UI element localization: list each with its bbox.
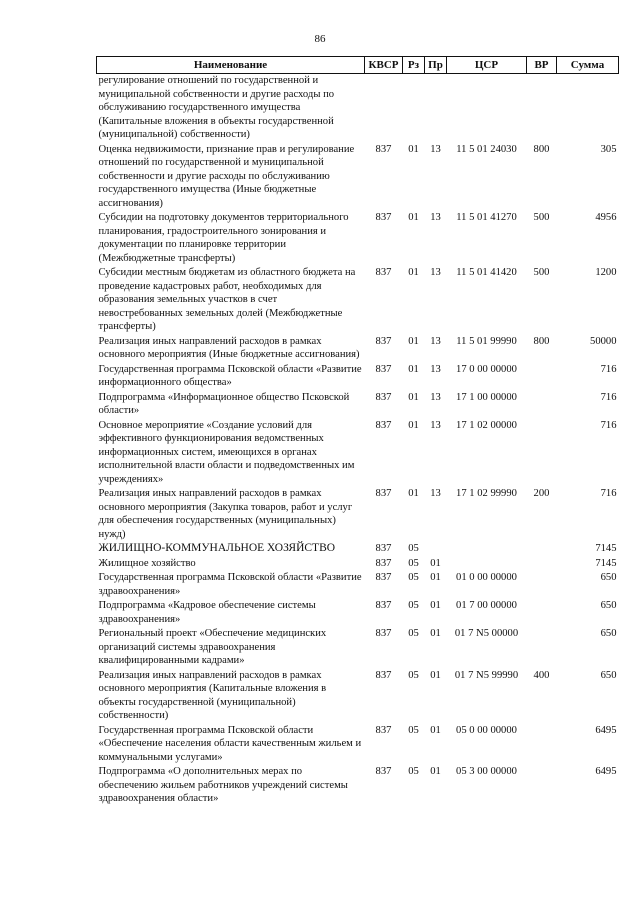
- cell-kvsr: 837: [375, 628, 392, 639]
- cell-name: Подпрограмма «Кадровое обеспечение системы здравоохранения»: [98, 600, 316, 625]
- table-header: [97, 57, 619, 74]
- cell-pr: 01: [430, 600, 441, 611]
- cell-csr: 01 7 00 00000: [456, 600, 517, 611]
- cell-csr: [447, 557, 527, 572]
- table-body: [97, 74, 619, 807]
- cell-rz: 01: [408, 488, 419, 499]
- cell-kvsr: 837: [375, 212, 392, 223]
- cell-pr: 13: [430, 267, 441, 278]
- cell-kvsr: 837: [375, 572, 392, 583]
- cell-rz: 05: [408, 628, 419, 639]
- table-row: [97, 487, 619, 542]
- cell-pr: 13: [430, 335, 441, 347]
- cell-csr: 05 3 00 00000: [456, 766, 517, 777]
- cell-vr: 800: [533, 335, 550, 347]
- table-row: [97, 211, 619, 266]
- cell-csr: 17 1 02 99990: [456, 488, 517, 499]
- table-row: [97, 765, 619, 807]
- cell-pr: 13: [430, 212, 441, 223]
- cell-sum: 305: [600, 143, 617, 155]
- cell-pr: 13: [430, 363, 441, 375]
- cell-rz: 01: [408, 363, 419, 375]
- cell-name: Подпрограмма «Информационное общество Псковской области»: [98, 391, 350, 416]
- header-rz: Рз: [403, 57, 425, 74]
- cell-rz: 01: [408, 267, 419, 278]
- table-row: [97, 391, 619, 419]
- cell-kvsr: 837: [375, 724, 392, 736]
- table-row: [97, 143, 619, 212]
- cell-name: Региональный проект «Обеспечение медицинских организаций системы здравоохранения квалифицированными кадрами»: [98, 628, 327, 666]
- cell-vr: [527, 391, 557, 419]
- cell-sum: 650: [600, 572, 617, 583]
- cell-sum: [557, 74, 619, 143]
- cell-name: Оценка недвижимости, признание прав и регулирование отношений по государственной и муниципальной собственности и другие расходы по обслуживанию государственного имущества (Иные бюджетные ассигнования): [98, 143, 355, 209]
- header-csr: ЦСР: [447, 57, 527, 74]
- cell-sum: 6495: [595, 724, 617, 736]
- cell-pr: 13: [430, 419, 441, 431]
- cell-csr: 11 5 01 24030: [456, 143, 517, 155]
- cell-kvsr: [365, 74, 403, 143]
- cell-pr: 01: [430, 669, 441, 681]
- cell-name: Государственная программа Псковской области «Развитие здравоохранения»: [98, 572, 362, 597]
- budget-table: [96, 56, 619, 807]
- cell-csr: 17 1 02 00000: [456, 419, 517, 431]
- table-row: [97, 599, 619, 627]
- cell-rz: 01: [408, 212, 419, 223]
- cell-vr: [527, 571, 557, 599]
- cell-sum: 6495: [595, 766, 617, 777]
- cell-kvsr: 837: [375, 557, 392, 569]
- table-row: [97, 363, 619, 391]
- cell-csr: 05 0 00 00000: [456, 724, 517, 736]
- cell-rz: 01: [408, 391, 419, 403]
- page-number: 86: [314, 33, 326, 45]
- cell-pr: [425, 74, 447, 143]
- table-row: [97, 627, 619, 669]
- cell-sum: 716: [600, 488, 617, 499]
- table-row: [97, 669, 619, 724]
- cell-vr: [527, 363, 557, 391]
- cell-pr: 13: [430, 143, 441, 155]
- header-vr: ВР: [527, 57, 557, 74]
- cell-vr: [527, 542, 557, 557]
- header-pr: Пр: [425, 57, 447, 74]
- table-row: [97, 542, 619, 557]
- table-row: [97, 557, 619, 572]
- cell-name: Реализация иных направлений расходов в рамках основного мероприятия (Закупка товаров, работ и услуг для обеспечения государственных (муниципальных) нужд): [98, 488, 353, 540]
- cell-name: Основное мероприятие «Создание условий для эффективного функционирования ведомственных информационных систем, имеющихся в органах исполнительной власти области и подведомственных им учреждениях»: [98, 419, 355, 485]
- cell-name: Реализация иных направлений расходов в рамках основного мероприятия (Иные бюджетные ассигнования): [98, 335, 360, 360]
- cell-csr: 17 0 00 00000: [456, 363, 517, 375]
- cell-pr: 01: [430, 724, 441, 736]
- cell-pr: 01: [430, 557, 441, 569]
- cell-kvsr: 837: [375, 267, 392, 278]
- cell-kvsr: 837: [375, 391, 392, 403]
- cell-pr: 13: [430, 488, 441, 499]
- cell-csr: [447, 74, 527, 143]
- cell-name: Реализация иных направлений расходов в рамках основного мероприятия (Капитальные вложения в объекты государственной (муниципальной) собственности): [98, 669, 327, 721]
- cell-kvsr: 837: [375, 419, 392, 431]
- table-row: [97, 266, 619, 335]
- cell-vr: 500: [533, 212, 550, 223]
- header-sum: Сумма: [557, 57, 619, 74]
- cell-kvsr: 837: [375, 600, 392, 611]
- table-row: [97, 335, 619, 363]
- cell-kvsr: 837: [375, 669, 392, 681]
- cell-name: Подпрограмма «О дополнительных мерах по обеспечению жильем работников учреждений системы здравоохранения области»: [98, 766, 348, 804]
- cell-sum: 50000: [590, 335, 617, 347]
- cell-rz: 05: [408, 669, 419, 681]
- cell-kvsr: 837: [375, 363, 392, 375]
- cell-vr: [527, 627, 557, 669]
- cell-csr: 01 7 N5 00000: [454, 628, 519, 639]
- cell-name: регулирование отношений по государственной и муниципальной собственности и другие расходы по обслуживанию государственного имущества (Капитальные вложения в объекты государственной (муниципальной) собственности): [98, 75, 335, 140]
- cell-pr: [425, 542, 447, 557]
- cell-csr: 01 0 00 00000: [456, 572, 517, 583]
- cell-csr: [447, 542, 527, 557]
- cell-sum: 650: [600, 669, 617, 681]
- cell-csr: 17 1 00 00000: [456, 391, 517, 403]
- cell-csr: 11 5 01 41420: [456, 267, 517, 278]
- cell-sum: 650: [600, 628, 617, 639]
- cell-sum: 650: [600, 600, 617, 611]
- cell-vr: [527, 74, 557, 143]
- cell-csr: 11 5 01 41270: [456, 212, 517, 223]
- cell-vr: 200: [533, 488, 550, 499]
- cell-rz: 05: [408, 543, 419, 554]
- cell-name: Государственная программа Псковской области «Обеспечение населения области качественным жильем и коммунальными услугами»: [98, 724, 362, 763]
- cell-kvsr: 837: [375, 335, 392, 347]
- cell-rz: 05: [408, 600, 419, 611]
- cell-name: ЖИЛИЩНО-КОММУНАЛЬНОЕ ХОЗЯЙСТВО: [98, 542, 336, 554]
- cell-vr: [527, 724, 557, 766]
- cell-sum: 716: [600, 419, 617, 431]
- cell-rz: 05: [408, 724, 419, 736]
- cell-name: Субсидии местным бюджетам из областного бюджета на проведение кадастровых работ, необходимых для образования земельных участков в счет невостребованных земельных долей (Межбюджетные трансферты): [98, 267, 356, 332]
- cell-sum: 7145: [595, 557, 617, 569]
- cell-rz: 01: [408, 335, 419, 347]
- cell-pr: 01: [430, 572, 441, 583]
- cell-rz: 05: [408, 572, 419, 583]
- cell-rz: [403, 74, 425, 143]
- cell-pr: 13: [430, 391, 441, 403]
- cell-pr: 01: [430, 628, 441, 639]
- cell-name: Государственная программа Псковской области «Развитие информационного общества»: [98, 363, 362, 388]
- cell-kvsr: 837: [375, 143, 392, 155]
- header-kvsr: КВСР: [365, 57, 403, 74]
- cell-vr: 500: [533, 267, 550, 278]
- table-row: [97, 724, 619, 766]
- cell-name: Жилищное хозяйство: [98, 557, 196, 569]
- cell-sum: 7145: [595, 543, 617, 554]
- cell-vr: 400: [533, 669, 550, 681]
- cell-pr: 01: [430, 766, 441, 777]
- cell-kvsr: 837: [375, 488, 392, 499]
- cell-rz: 05: [408, 557, 419, 569]
- cell-kvsr: 837: [375, 543, 392, 554]
- cell-name: Субсидии на подготовку документов территориального планирования, градостроительного зонирования и документации по планировке территории (Межбюджетные трансферты): [98, 212, 349, 264]
- cell-sum: 4956: [595, 212, 617, 223]
- table-row: [97, 74, 619, 143]
- table-row: [97, 419, 619, 488]
- cell-vr: [527, 765, 557, 807]
- cell-vr: [527, 419, 557, 488]
- header-name: Наименование: [97, 57, 365, 74]
- cell-csr: 01 7 N5 99990: [454, 669, 519, 681]
- cell-csr: 11 5 01 99990: [456, 335, 517, 347]
- cell-sum: 716: [600, 363, 617, 375]
- cell-vr: 800: [533, 143, 550, 155]
- cell-sum: 716: [600, 391, 617, 403]
- cell-rz: 01: [408, 419, 419, 431]
- cell-sum: 1200: [595, 267, 617, 278]
- cell-rz: 05: [408, 766, 419, 777]
- cell-vr: [527, 557, 557, 572]
- table-row: [97, 571, 619, 599]
- cell-kvsr: 837: [375, 766, 392, 777]
- cell-vr: [527, 599, 557, 627]
- cell-rz: 01: [408, 143, 419, 155]
